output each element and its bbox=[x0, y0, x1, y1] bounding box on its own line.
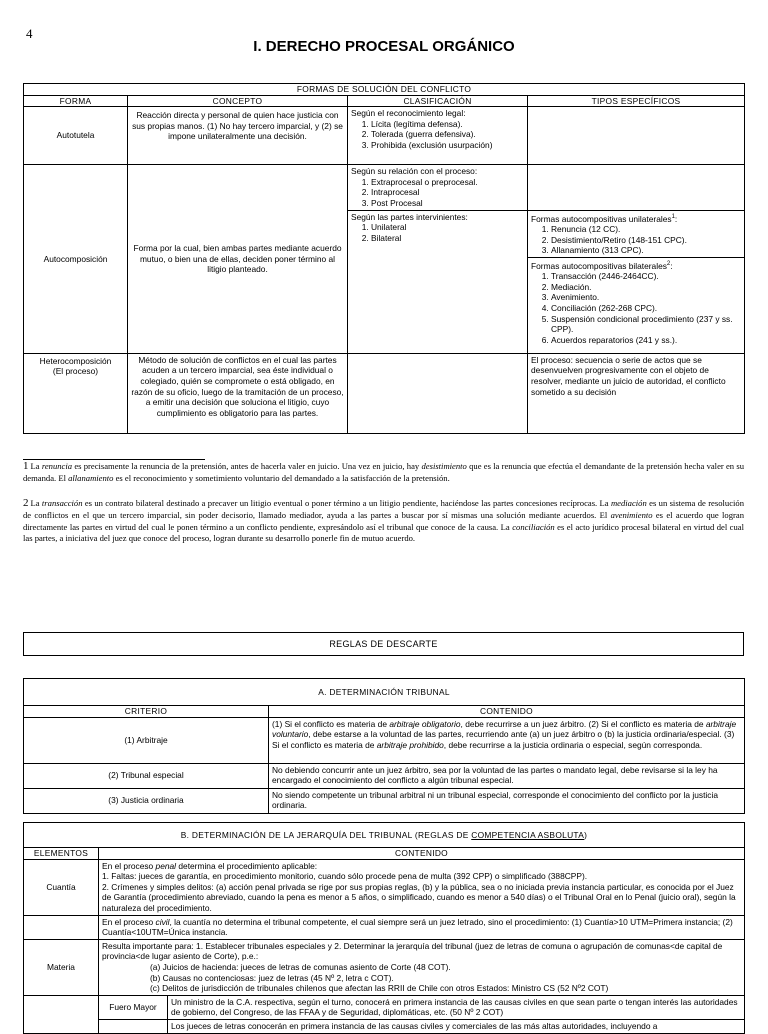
tipos-bilaterales: Formas autocompositivas bilaterales$^2$: 1. Transacción (2446-2464CC). 2. Mediación. 3. Avenimiento. 4. Conciliación (262-268 CPC). 5. Suspensión condicional procedimiento (237 y ss. CPP). 6. Acuerdos reparatorios (241 y ss.). bbox=[528, 257, 745, 353]
page-number: 4 bbox=[26, 26, 33, 41]
formas-solucion-table bbox=[23, 83, 745, 434]
list-item: (a) Juicios de hacienda: jueces de letras de comunas asiento de Corte (48 COT). bbox=[150, 961, 451, 972]
forma-heterocomposicion: Heterocomposición (El proceso) bbox=[24, 353, 128, 433]
page-title: I. DERECHO PROCESAL ORGÁNICO bbox=[253, 38, 515, 55]
elemento-materia: Materia bbox=[24, 939, 99, 995]
header-tipos: TIPOS ESPECÍFICOS bbox=[528, 95, 745, 107]
list-item: (c) Delitos de jurisdicción de tribunales chilenos que afectan las RRII de Chile con otros Estados: Ministro CS (52 Nº2 COT) bbox=[150, 983, 609, 994]
forma-autocomposicion: Autocomposición bbox=[24, 165, 128, 354]
fuero-menor-label bbox=[99, 1019, 168, 1033]
contenido-arbitraje: (1) Si el conflicto es materia de arbitraje obligatorio, debe recurrirse a un juez árbitro. (2) Si el conflicto es materia de arbitraje voluntario, debe estarse a la voluntad de las partes, recurriendo ante (a) un juez árbitro o (b) la justicia ordinaria/especial. (3) Si el conflicto es materia de arbitraje prohibido, debe recurrirse a la justicia ordinaria o especial, según corresponda. bbox=[269, 717, 745, 763]
elemento-cuantia: Cuantía bbox=[24, 859, 99, 915]
list-item: 3. Prohibida (exclusión usurpación) bbox=[371, 140, 524, 151]
header-concepto: CONCEPTO bbox=[128, 95, 348, 107]
list-item: 5. Suspensión condicional procedimiento (237 y ss. CPP). bbox=[551, 314, 741, 335]
list-item: (b) Causas no contenciosas: juez de letras (45 Nº 2, letra c COT). bbox=[150, 972, 394, 983]
header-elementos: ELEMENTOS bbox=[24, 848, 99, 860]
footnote-ref: 1 bbox=[671, 213, 675, 220]
footnote-ref: 2 bbox=[666, 260, 671, 267]
header-clasificacion: CLASIFICACIÓN bbox=[348, 95, 528, 107]
concepto-autotutela: Reacción directa y personal de quien hace justicia con sus propias manos. (1) No hay tercero imparcial, y (2) se impone unilateralmente una decisión. bbox=[128, 107, 348, 165]
contenido-fuero-menor: Los jueces de letras conocerán en primera instancia de las causas civiles y comerciales de las más altas autoridades, incluyendo a bbox=[168, 1019, 745, 1033]
list-item: 1. Transacción (2446-2464CC). bbox=[551, 271, 741, 282]
contenido-fuero-mayor: Un ministro de la C.A. respectiva, según el turno, conocerá en primera instancia de las causas civiles en que sean parte o tengan interés las autoridades de gobierno, del Congreso, de las FFAA y de Seguridad, diplomáticas, etc. (50 Nº 2 COT) bbox=[168, 995, 745, 1019]
list-item: 1. Unilateral bbox=[371, 222, 524, 233]
header-contenido: CONTENIDO bbox=[269, 706, 745, 718]
tipos-heterocomposicion: El proceso: secuencia o serie de actos que se desenvuelven progresivamente con el objeto de resolver, mediante un juicio de autoridad, el conflicto sometido a su decisión bbox=[528, 353, 745, 433]
list-item: 2. Intraprocesal bbox=[371, 187, 524, 198]
tipos-unilaterales: Formas autocompositivas unilaterales$^1$: 1. Renuncia (12 CC). 2. Desistimiento/Retiro (148-151 CPC). 3. Allanamiento (313 CPC). bbox=[528, 210, 745, 257]
list-item: 4. Conciliación (262-268 CPC). bbox=[551, 303, 741, 314]
concepto-heterocomposicion: Método de solución de conflictos en el cual las partes acuden a un tercero imparcial, sea éste individual o colegiado, quién se compromete o está obligado, en razón de su oficio, luego de la tramitación de un proceso, a emitir una decisión que soluciona el litigio, cuyo cumplimiento es obligatorio para las partes. bbox=[128, 353, 348, 433]
footnote-1: 1 La renuncia es precisamente la renuncia de la pretensión, antes de hacerla valer en juicio. Una vez en juicio, hay desistimiento que es la renuncia que efectúa el demandante de la pretensión hecha valer en su demanda. El allanamiento es el reconocimiento y sometimiento voluntario del demandado a la satisfacción de la pretensión. bbox=[23, 460, 745, 483]
list-item: 2. Tolerada (guerra defensiva). bbox=[371, 129, 524, 140]
footnote-2: 2 La transacción es un contrato bilateral destinado a precaver un litigio eventual o poner término a un litigio pendiente, haciéndose las partes concesiones recíprocas. La mediación es un sistema de resolución de conflictos en el que un tercero imparcial, sin poder decisorio, llamado mediador, ayuda a las partes a buscar por sí mismas una solución mediante acuerdos. El avenimiento es el acuerdo que logran directamente las partes en virtud del cual le ponen término a un conflicto pendiente, expresándolo así el tribunal que conoce de la causa. La conciliación es el acto jurídico procesal bilateral en virtud del cual las partes, a iniciativa del juez que conoce del proceso, logran durante su desarrollo ponerle fin de mutuo acuerdo. bbox=[23, 497, 744, 544]
concepto-autocomposicion: Forma por la cual, bien ambas partes mediante acuerdo mutuo, o bien una de ellas, deciden poner término al litigio planteado. bbox=[128, 165, 348, 354]
list-item: 6. Acuerdos reparatorios (241 y ss.). bbox=[551, 335, 741, 346]
contenido-justicia-ordinaria: No siendo competente un tribunal arbitral ni un tribunal especial, corresponde el conocimiento del conflicto por la justicia ordinaria. bbox=[269, 788, 745, 813]
contenido-tribunal-especial: No debiendo concurrir ante un juez árbitro, sea por la voluntad de las partes o mandato legal, debe revisarse si la ley ha encargado el conocimiento del conflicto a algún tribunal especial. bbox=[269, 763, 745, 788]
header-contenido-b: CONTENIDO bbox=[99, 848, 745, 860]
contenido-materia: Resulta importante para: 1. Establecer tribunales especiales y 2. Determinar la jerarquía del tribunal (juez de letras de comuna o agrupación de comunas<de capital de provincia<de lugar asiento de Corte), p.e.: (a) Juicios de hacienda: jueces de letras de comunas asiento de Corte (48 COT). (b) Causas no contenciosas: juez de letras (45 Nº 2, letra c COT). (c) Delitos de jurisdicción de tribunales chilenos que afectan las RRII de Chile con otros Estados: Ministro CS (52 Nº2 COT) bbox=[99, 939, 745, 995]
table-a-title: A. DETERMINACIÓN TRIBUNAL bbox=[24, 679, 745, 706]
jerarquia-tribunal-table bbox=[23, 822, 745, 1034]
tipos-autotutela bbox=[528, 107, 745, 165]
determinacion-tribunal-table bbox=[23, 678, 745, 814]
clasificacion-heterocomposicion bbox=[348, 353, 528, 433]
list-item: 3. Post Procesal bbox=[371, 198, 524, 209]
table-caption: FORMAS DE SOLUCIÓN DEL CONFLICTO bbox=[24, 84, 745, 96]
criterio-tribunal-especial: (2) Tribunal especial bbox=[24, 763, 269, 788]
list-item: 2. Bilateral bbox=[371, 233, 524, 244]
reglas-descarte-heading: REGLAS DE DESCARTE bbox=[23, 632, 744, 656]
header-criterio: CRITERIO bbox=[24, 706, 269, 718]
contenido-cuantia: En el proceso penal determina el procedimiento aplicable: 1. Faltas: jueces de garantía, en procedimiento monitorio, cuando sólo procede pena de multa (392 CPP) o simplificado (388CPP). 2. Crímenes y simples delitos: (a) acción penal privada se rige por sus propias reglas, (b) y la pública, sea o no iniciada previa instancia particular, es conocida por el Juez de Garantía (procedimiento abreviado, cuando la pena es menor a 5 años, o simplificado, cuando es menor a 540 días) o el Tribunal Oral en lo Penal (juicio oral), según la naturaleza del procedimiento. bbox=[99, 859, 745, 915]
list-item: 2. Mediación. bbox=[551, 282, 741, 293]
footnote-separator bbox=[23, 459, 205, 460]
elemento-cuantia-civil bbox=[24, 915, 99, 939]
forma-autotutela: Autotutela bbox=[24, 107, 128, 165]
list-item: 1. Renuncia (12 CC). bbox=[551, 224, 741, 235]
contenido-cuantia-civil: En el proceso civil, la cuantía no determina el tribunal competente, el cual siempre será un juez letrado, sino el procedimiento: (1) Cuantía>10 UTM=Primera instancia; (2) Cuantía<10UTM=Única instancia. bbox=[99, 915, 745, 939]
list-item: 3. Avenimiento. bbox=[551, 292, 741, 303]
clasificacion-autotutela: Según el reconocimiento legal: 1. Lícita (legítima defensa). 2. Tolerada (guerra defensiva). 3. Prohibida (exclusión usurpación) bbox=[348, 107, 528, 165]
list-item: 2. Desistimiento/Retiro (148-151 CPC). bbox=[551, 235, 741, 246]
criterio-arbitraje: (1) Arbitraje bbox=[24, 717, 269, 763]
elemento-fuero bbox=[24, 995, 99, 1033]
table-b-title: B. DETERMINACIÓN DE LA JERARQUÍA DEL TRIBUNAL (REGLAS DE COMPETENCIA ASBOLUTA) bbox=[24, 823, 745, 848]
header-forma: FORMA bbox=[24, 95, 128, 107]
list-item: 3. Allanamiento (313 CPC). bbox=[551, 245, 741, 256]
list-item: 1. Lícita (legítima defensa). bbox=[371, 119, 524, 130]
fuero-mayor-label: Fuero Mayor bbox=[99, 995, 168, 1019]
clasificacion-partes: Según las partes intervinientes: 1. Unilateral 2. Bilateral bbox=[348, 210, 528, 353]
footnote-number: 1 bbox=[23, 460, 29, 472]
tipos-autocomposicion-empty bbox=[528, 165, 745, 210]
list-item: 1. Extraprocesal o preprocesal. bbox=[371, 177, 524, 188]
footnote-number: 2 bbox=[23, 497, 29, 509]
criterio-justicia-ordinaria: (3) Justicia ordinaria bbox=[24, 788, 269, 813]
clasificacion-relacion-proceso: Según su relación con el proceso: 1. Extraprocesal o preprocesal. 2. Intraprocesal 3. Post Procesal bbox=[348, 165, 528, 210]
